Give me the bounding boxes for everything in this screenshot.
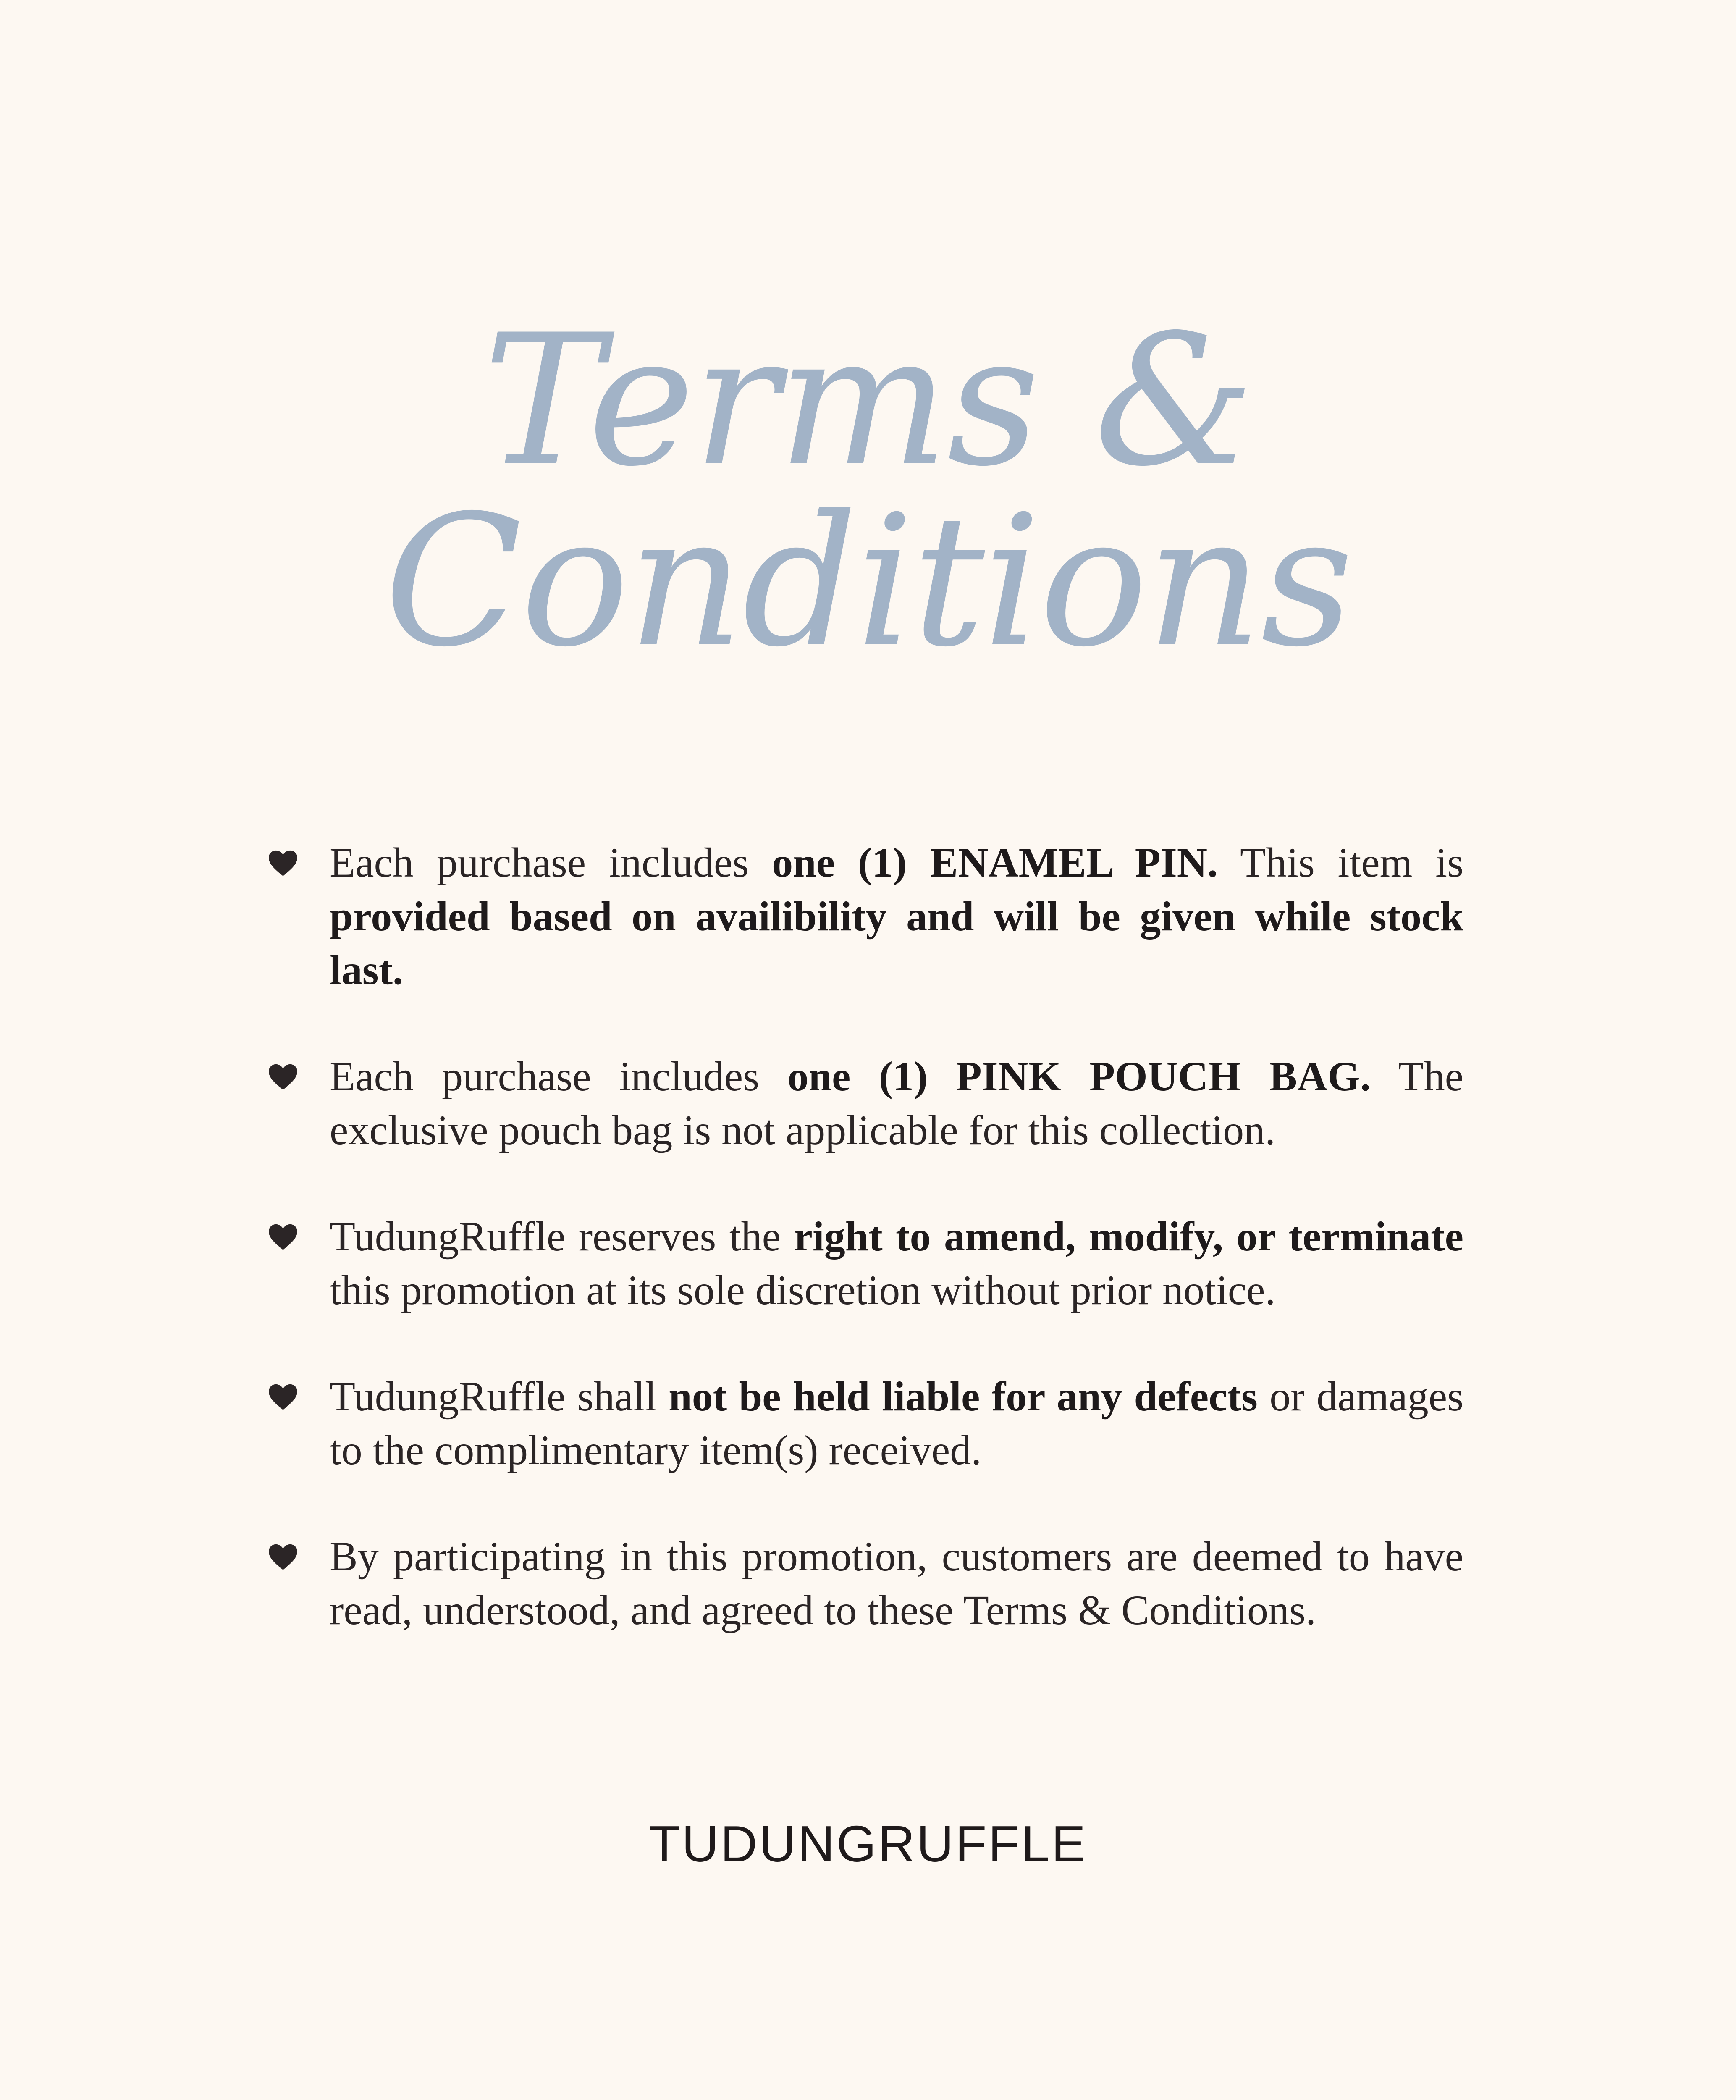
term-text-bold: right to amend, modify, or terminate [794, 1213, 1463, 1260]
heart-icon [269, 1224, 297, 1251]
page-title-line-2: Conditions [384, 477, 1352, 687]
heart-icon [269, 1544, 297, 1571]
term-item [269, 836, 1463, 997]
term-text [330, 1533, 1463, 1633]
term-item [269, 1530, 1463, 1637]
term-text [330, 1373, 1463, 1473]
term-text-regular: or damages to the complimentary item(s) received. [330, 1373, 1463, 1473]
term-text-regular: This item is [1217, 839, 1463, 886]
term-text-bold: not be held liable for any defects [669, 1373, 1258, 1420]
term-text [330, 1213, 1463, 1313]
term-item [269, 1050, 1463, 1157]
term-text [330, 839, 1463, 993]
term-text-regular: this promotion at its sole discretion without prior notice. [330, 1267, 1276, 1313]
term-text-regular: TudungRuffle reserves the [330, 1213, 794, 1260]
brand-logo: TUDUNGRUFFLE [648, 1815, 1088, 1872]
term-text-regular: By participating in this promotion, customers are deemed to have read, understood, and agreed to these Terms & Conditions. [330, 1533, 1463, 1633]
term-text-bold: one (1) ENAMEL PIN. [772, 839, 1218, 886]
heart-icon [269, 1384, 297, 1411]
heart-icon [269, 850, 297, 877]
term-text-bold: provided based on availibility and will be given while stock last. [330, 893, 1463, 993]
term-item [269, 1370, 1463, 1477]
term-text-bold: one (1) PINK POUCH BAG. [787, 1053, 1371, 1100]
heart-icon [269, 1064, 297, 1091]
term-text-regular: Each purchase includes [330, 839, 772, 886]
term-text [330, 1053, 1463, 1153]
page-title-line-1: Terms & [483, 296, 1253, 506]
terms-list [269, 836, 1463, 1637]
term-text-regular: Each purchase includes [330, 1053, 788, 1100]
term-text-regular: The exclusive pouch bag is not applicable for this collection. [330, 1053, 1463, 1153]
term-text-regular: TudungRuffle shall [330, 1373, 669, 1420]
term-item [269, 1210, 1463, 1317]
